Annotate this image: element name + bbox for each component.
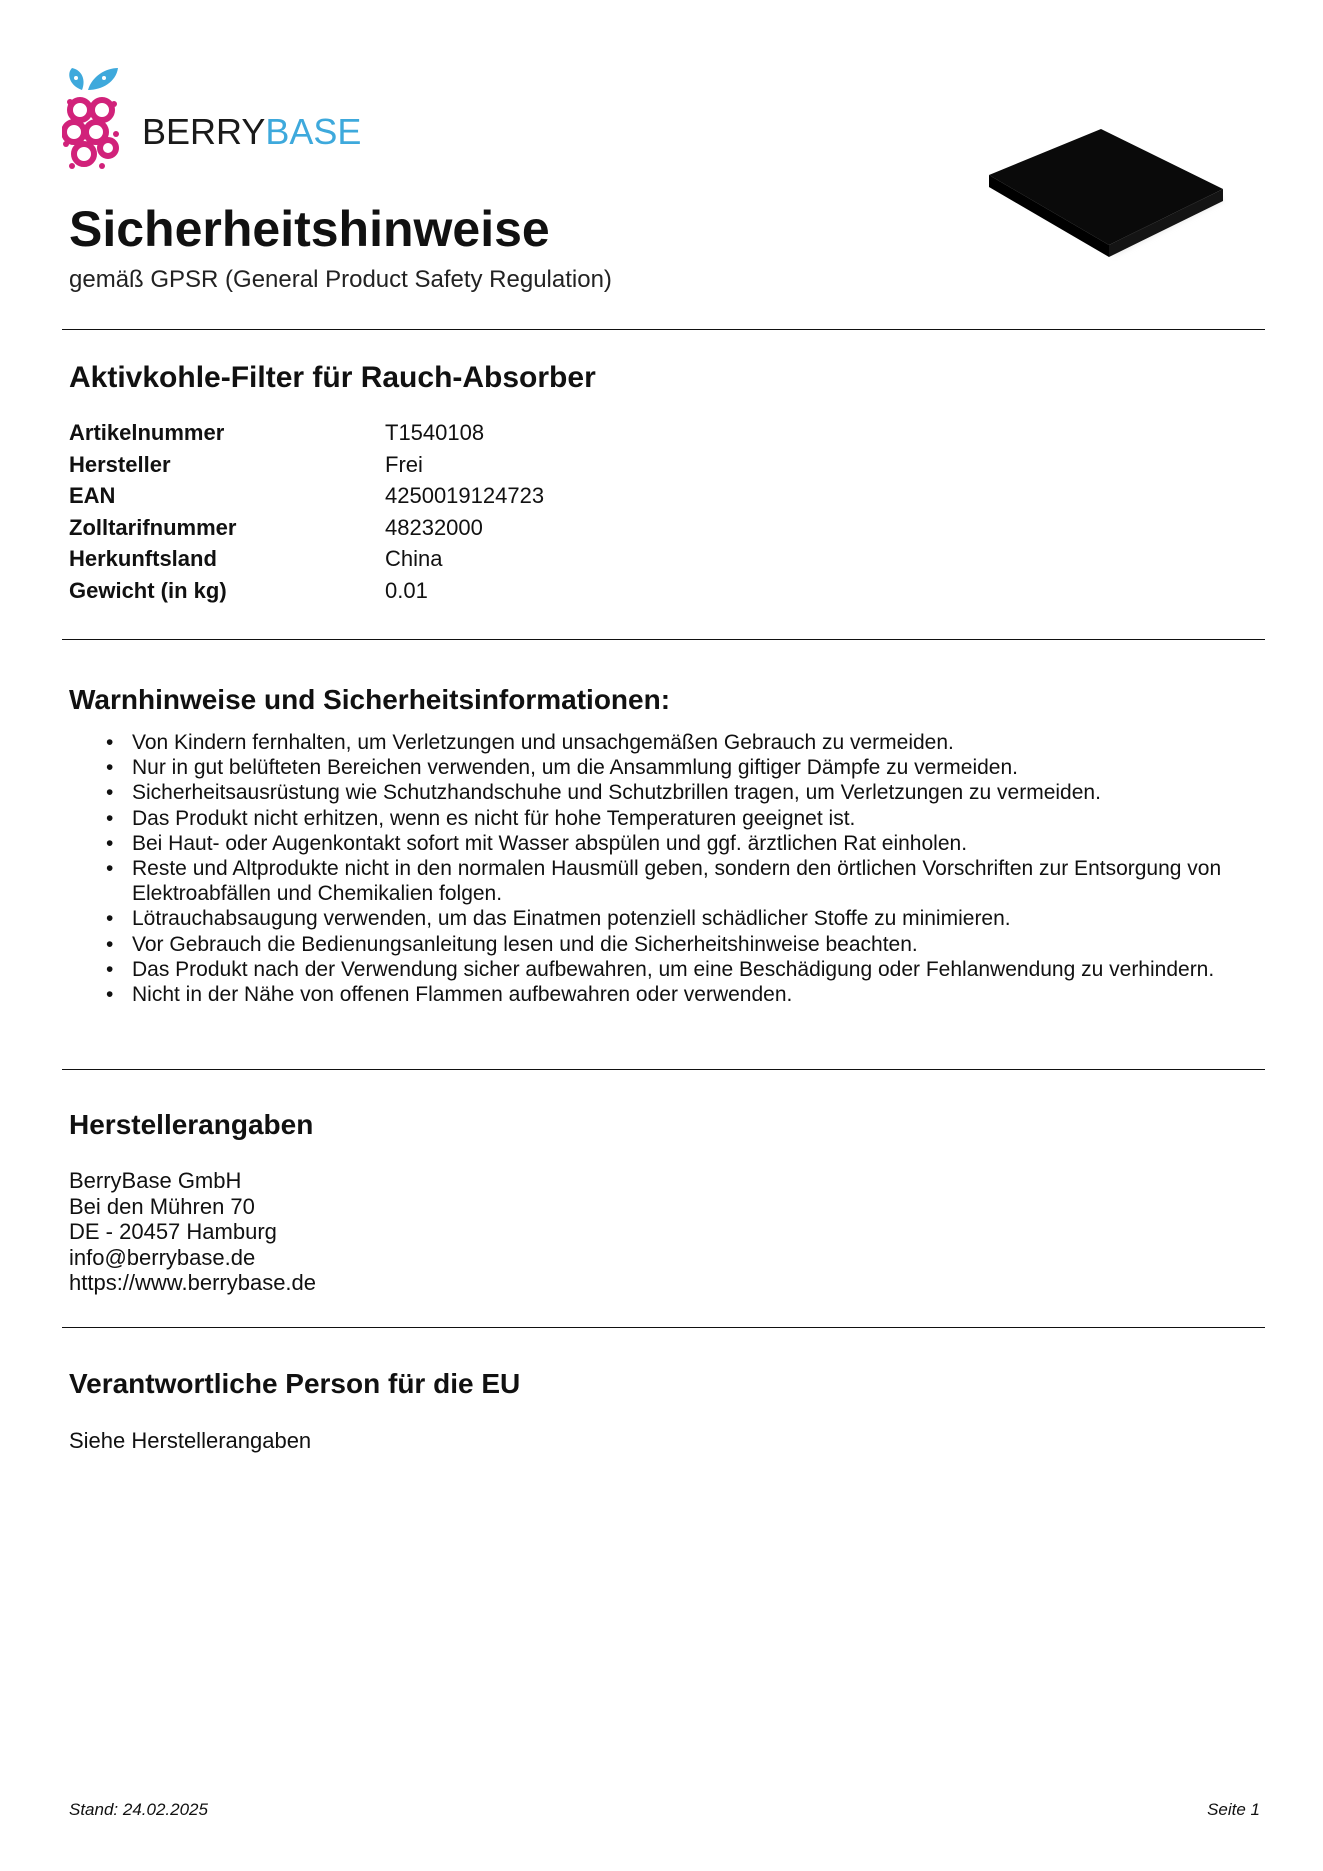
detail-value: T1540108 bbox=[385, 420, 485, 445]
list-item: • Bei Haut- oder Augenkontakt sofort mit Wasser abspülen und ggf. ärztlichen Rat einholen. bbox=[106, 831, 968, 855]
street-address: Bei den Mühren 70 bbox=[69, 1193, 255, 1219]
divider bbox=[62, 639, 1265, 640]
list-item: • Sicherheitsausrüstung wie Schutzhandschuhe und Schutzbrillen tragen, um Verletzungen zu vermeiden. bbox=[106, 781, 1101, 805]
detail-row bbox=[69, 513, 769, 543]
detail-label: Zolltarifnummer bbox=[69, 515, 237, 540]
list-item: • Nur in gut belüfteten Bereichen verwenden, um die Ansammlung giftiger Dämpfe zu vermeiden. bbox=[106, 756, 1018, 780]
list-item: • Das Produkt nach der Verwendung sicher aufbewahren, um eine Beschädigung oder Fehlanwendung zu verhindern. bbox=[106, 957, 1215, 981]
list-item: • Reste und Altprodukte nicht in den normalen Hausmüll geben, sondern den örtlichen Vorschriften zur Entsorgung von Elektroabfällen und Chemikalien folgen. bbox=[106, 857, 1222, 906]
brand-name-berry: BERRY bbox=[142, 111, 266, 152]
list-item: • Nicht in der Nähe von offenen Flammen aufbewahren oder verwenden. bbox=[106, 983, 793, 1007]
manufacturer-title: Herstellerangaben bbox=[69, 1109, 314, 1140]
warnings-title: Warnhinweise und Sicherheitsinformationen: bbox=[69, 684, 671, 715]
detail-label: Herkunftsland bbox=[69, 546, 217, 571]
detail-label: Artikelnummer bbox=[69, 420, 225, 445]
warnings-list bbox=[100, 730, 1260, 1007]
list-item: • Vor Gebrauch die Bedienungsanleitung lesen und die Sicherheitshinweise beachten. bbox=[106, 932, 918, 956]
brand-name-base: BASE bbox=[265, 111, 362, 152]
eu-person-text: Siehe Herstellerangaben bbox=[69, 1428, 312, 1453]
bullet-icon: • bbox=[106, 857, 114, 881]
company-name: BerryBase GmbH bbox=[69, 1168, 242, 1193]
product-image bbox=[975, 105, 1240, 280]
detail-label: Gewicht (in kg) bbox=[69, 578, 227, 603]
detail-row bbox=[69, 418, 769, 448]
page-title: Sicherheitshinweise bbox=[69, 201, 550, 257]
detail-label: EAN bbox=[69, 483, 116, 508]
eu-person-title: Verantwortliche Person für die EU bbox=[69, 1368, 521, 1399]
detail-value: Frei bbox=[385, 452, 423, 477]
bullet-icon: • bbox=[106, 806, 114, 830]
divider bbox=[62, 1327, 1265, 1328]
divider bbox=[62, 1069, 1265, 1070]
bullet-icon: • bbox=[106, 907, 114, 931]
product-title: Aktivkohle-Filter für Rauch-Absorber bbox=[69, 361, 596, 394]
detail-value: 4250019124723 bbox=[385, 483, 545, 508]
detail-value: 48232000 bbox=[385, 515, 483, 540]
bullet-icon: • bbox=[106, 932, 114, 956]
website-text: https://www.berrybase.de bbox=[69, 1270, 317, 1296]
bullet-icon: • bbox=[106, 781, 114, 805]
bullet-icon: • bbox=[106, 731, 114, 754]
detail-row bbox=[69, 481, 769, 511]
detail-row bbox=[69, 576, 769, 606]
brand-wordmark bbox=[142, 111, 362, 152]
bullet-icon: • bbox=[106, 756, 114, 780]
bullet-icon: • bbox=[106, 831, 114, 855]
footer-page-number: Seite 1 bbox=[1207, 1800, 1260, 1819]
berry-logo-icon bbox=[62, 62, 134, 177]
list-item: • Von Kindern fernhalten, um Verletzungen und unsachgemäßen Gebrauch zu vermeiden. bbox=[106, 731, 954, 754]
footer-date: Stand: 24.02.2025 bbox=[69, 1800, 208, 1819]
email-text: info@berrybase.de bbox=[69, 1244, 256, 1270]
detail-value: 0.01 bbox=[385, 578, 428, 603]
city-line: DE - 20457 Hamburg bbox=[69, 1219, 277, 1245]
bullet-icon: • bbox=[106, 983, 114, 1007]
detail-row bbox=[69, 450, 769, 480]
divider bbox=[62, 329, 1265, 330]
page-subtitle: gemäß GPSR (General Product Safety Regulation) bbox=[69, 266, 612, 293]
bullet-icon: • bbox=[106, 957, 114, 981]
list-item: • Lötrauchabsaugung verwenden, um das Einatmen potenziell schädlicher Stoffe zu minimieren. bbox=[106, 907, 1011, 931]
manufacturer-address bbox=[69, 1168, 316, 1296]
brand-logo bbox=[62, 62, 362, 177]
list-item: • Das Produkt nicht erhitzen, wenn es nicht für hohe Temperaturen geeignet ist. bbox=[106, 806, 856, 830]
detail-label: Hersteller bbox=[69, 452, 171, 477]
detail-row bbox=[69, 544, 769, 574]
detail-value: China bbox=[385, 546, 443, 571]
